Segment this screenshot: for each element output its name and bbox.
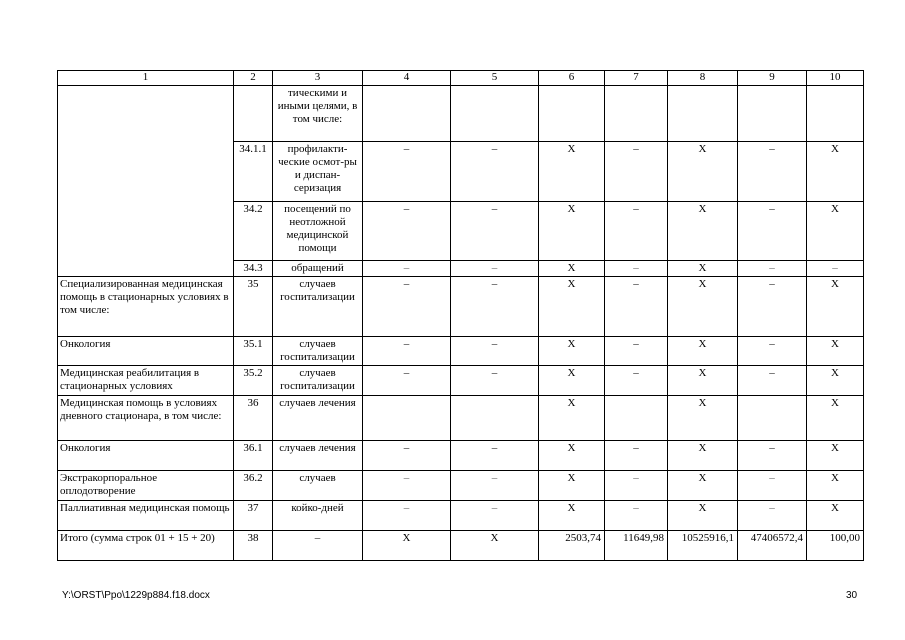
- table-cell: –: [451, 501, 539, 531]
- page-number: 30: [846, 590, 858, 601]
- table-cell: 38: [234, 531, 273, 561]
- table-cell: [668, 86, 738, 142]
- table-cell: –: [363, 366, 451, 396]
- table-cell: X: [668, 261, 738, 277]
- table-cell: Онкология: [58, 441, 234, 471]
- table-cell: –: [363, 501, 451, 531]
- table-cell: –: [738, 471, 807, 501]
- table-cell: 35.2: [234, 366, 273, 396]
- table-cell: Специализированная медицинская помощь в стационарных условиях в том числе:: [58, 277, 234, 337]
- table-cell: –: [605, 501, 668, 531]
- column-header: 10: [807, 71, 864, 86]
- table-cell: –: [605, 142, 668, 202]
- table-cell: –: [738, 366, 807, 396]
- table-cell: –: [363, 261, 451, 277]
- table-cell: [363, 396, 451, 441]
- column-header: 3: [273, 71, 363, 86]
- table-cell: [807, 86, 864, 142]
- table-cell: –: [451, 337, 539, 366]
- table-cell: Итого (сумма строк 01 + 15 + 20): [58, 531, 234, 561]
- table-cell: X: [668, 396, 738, 441]
- table-cell: X: [363, 531, 451, 561]
- table-cell: Медицинская реабилитация в стационарных условиях: [58, 366, 234, 396]
- table-cell: X: [668, 277, 738, 337]
- table-cell: случаев лечения: [273, 396, 363, 441]
- table-cell: [451, 396, 539, 441]
- table-cell: –: [451, 471, 539, 501]
- column-header: 8: [668, 71, 738, 86]
- table-row: [58, 531, 864, 561]
- table-cell: –: [738, 202, 807, 261]
- table-cell: –: [451, 261, 539, 277]
- table-cell: X: [807, 277, 864, 337]
- table-cell: –: [738, 142, 807, 202]
- table-cell: X: [807, 396, 864, 441]
- table-cell: X: [668, 142, 738, 202]
- table-cell: –: [363, 277, 451, 337]
- table-cell: –: [605, 277, 668, 337]
- table-row: [58, 366, 864, 396]
- table-cell: X: [539, 471, 605, 501]
- column-number-row: [58, 71, 864, 86]
- table-cell: X: [539, 396, 605, 441]
- table-cell: [234, 86, 273, 142]
- table-cell: –: [451, 441, 539, 471]
- table-cell: –: [605, 337, 668, 366]
- table-cell: X: [807, 501, 864, 531]
- table-cell: Медицинская помощь в условиях дневного стационара, в том числе:: [58, 396, 234, 441]
- table-cell: X: [668, 366, 738, 396]
- table-cell: 35.1: [234, 337, 273, 366]
- table-cell: обращений: [273, 261, 363, 277]
- column-header: 4: [363, 71, 451, 86]
- table-cell: X: [451, 531, 539, 561]
- table-cell: –: [363, 142, 451, 202]
- table-row: [58, 471, 864, 501]
- table-cell: 11649,98: [605, 531, 668, 561]
- table-cell: X: [668, 471, 738, 501]
- table-cell: –: [451, 142, 539, 202]
- table-cell: –: [738, 337, 807, 366]
- table-cell: случаев: [273, 471, 363, 501]
- table-cell: 10525916,1: [668, 531, 738, 561]
- table-cell: X: [807, 441, 864, 471]
- table-cell: [738, 86, 807, 142]
- data-table: [57, 70, 864, 561]
- table-cell: койко-дней: [273, 501, 363, 531]
- table-cell: 34.3: [234, 261, 273, 277]
- table-cell: –: [451, 277, 539, 337]
- table-row: [58, 337, 864, 366]
- column-header: 5: [451, 71, 539, 86]
- table-cell: X: [668, 441, 738, 471]
- table-cell: X: [668, 501, 738, 531]
- table-cell: 36.1: [234, 441, 273, 471]
- table-cell: посещений по неотложной медицинской помощи: [273, 202, 363, 261]
- table-cell: X: [668, 202, 738, 261]
- table-cell: X: [807, 202, 864, 261]
- table-cell: –: [605, 366, 668, 396]
- table-cell: случаев госпитализации: [273, 337, 363, 366]
- table-cell: [605, 396, 668, 441]
- column-header: 1: [58, 71, 234, 86]
- table-cell: X: [539, 441, 605, 471]
- table-cell: 2503,74: [539, 531, 605, 561]
- table-cell: [363, 86, 451, 142]
- table-row: [58, 501, 864, 531]
- table-cell: –: [807, 261, 864, 277]
- file-path: Y:\ORST\Ppo\1229p884.f18.docx: [62, 590, 210, 601]
- table-row: [58, 396, 864, 441]
- table-cell: профилакти-ческие осмот-ры и диспан-серизация: [273, 142, 363, 202]
- table-cell: [451, 86, 539, 142]
- table-cell: X: [539, 202, 605, 261]
- table-cell: X: [807, 471, 864, 501]
- table-cell: –: [363, 441, 451, 471]
- table-cell: –: [738, 441, 807, 471]
- table-cell: X: [539, 337, 605, 366]
- table-cell: X: [807, 337, 864, 366]
- table-cell: [539, 86, 605, 142]
- table-cell: случаев госпитализации: [273, 366, 363, 396]
- table-cell: X: [539, 142, 605, 202]
- table-cell: [605, 86, 668, 142]
- table-cell: 37: [234, 501, 273, 531]
- table-cell: Экстракорпоральное оплодотворение: [58, 471, 234, 501]
- table-cell: –: [738, 261, 807, 277]
- table-cell: 35: [234, 277, 273, 337]
- table-cell: –: [605, 261, 668, 277]
- column-header: 2: [234, 71, 273, 86]
- table-cell: –: [451, 366, 539, 396]
- table-cell: Паллиативная медицинская помощь: [58, 501, 234, 531]
- table-cell: X: [539, 501, 605, 531]
- table-cell: X: [539, 261, 605, 277]
- table-cell: 36.2: [234, 471, 273, 501]
- table-cell: –: [605, 202, 668, 261]
- table-cell: –: [363, 202, 451, 261]
- table-cell: –: [363, 471, 451, 501]
- table-cell: случаев лечения: [273, 441, 363, 471]
- table-cell: 36: [234, 396, 273, 441]
- table-cell: Онкология: [58, 337, 234, 366]
- column-header: 6: [539, 71, 605, 86]
- table-cell: –: [738, 501, 807, 531]
- table-cell: –: [605, 471, 668, 501]
- table-cell: [738, 396, 807, 441]
- table-row: [58, 277, 864, 337]
- table-row: [58, 441, 864, 471]
- table-cell: –: [273, 531, 363, 561]
- table-cell: X: [668, 337, 738, 366]
- table-cell: X: [807, 142, 864, 202]
- table-cell: X: [807, 366, 864, 396]
- table-cell: X: [539, 366, 605, 396]
- table-cell: –: [738, 277, 807, 337]
- table-cell: случаев госпитализации: [273, 277, 363, 337]
- table-cell: –: [363, 337, 451, 366]
- table-cell: –: [451, 202, 539, 261]
- table-cell: [58, 86, 234, 277]
- table-cell: тическими и иными целями, в том числе:: [273, 86, 363, 142]
- table-cell: 47406572,4: [738, 531, 807, 561]
- table-cell: 34.1.1: [234, 142, 273, 202]
- table-cell: 100,00: [807, 531, 864, 561]
- column-header: 7: [605, 71, 668, 86]
- table-row: [58, 86, 864, 142]
- table-cell: –: [605, 441, 668, 471]
- table-cell: X: [539, 277, 605, 337]
- table-cell: 34.2: [234, 202, 273, 261]
- column-header: 9: [738, 71, 807, 86]
